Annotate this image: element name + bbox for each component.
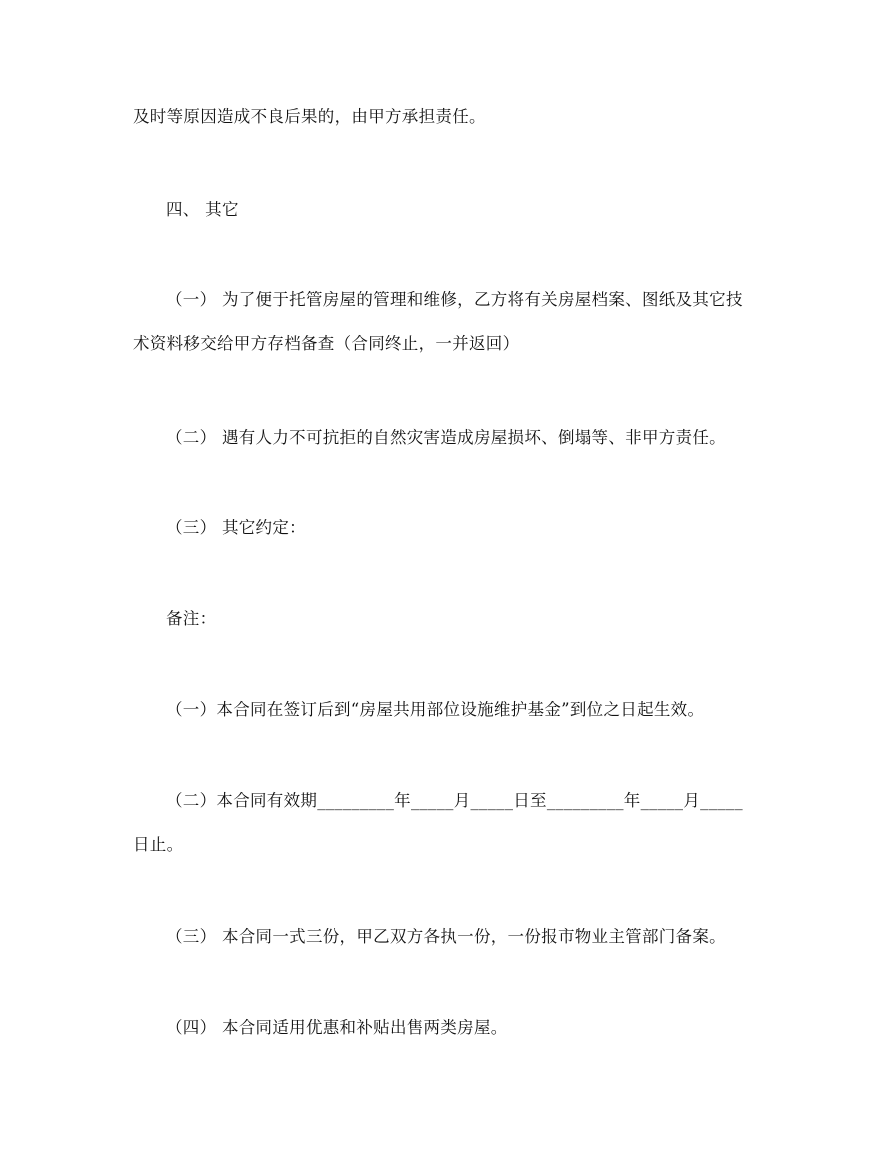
remarks-heading: 备注：	[166, 609, 217, 628]
text-line-liability-end: 及时等原因造成不良后果的，由甲方承担责任。	[133, 107, 486, 126]
clause-1-line-1: （一） 为了便于托管房屋的管理和维修，乙方将有关房屋档案、图纸及其它技	[166, 290, 743, 309]
clause-2: （二） 遇有人力不可抗拒的自然灾害造成房屋损坏、倒塌等、非甲方责任。	[166, 428, 726, 447]
clause-3: （三） 其它约定：	[166, 518, 306, 537]
clause-1-line-2: 术资料移交给甲方存档备查（合同终止，一并返回）	[133, 334, 520, 353]
remark-1: （一）本合同在签订后到“房屋共用部位设施维护基金”到位之日起生效。	[166, 700, 705, 719]
remark-2-line-2: 日止。	[133, 835, 184, 854]
remark-2-line-1: （二）本合同有效期_________年_____月_____日至_________年_____月_____	[166, 791, 743, 810]
remark-4: （四） 本合同适用优惠和补贴出售两类房屋。	[166, 1018, 508, 1037]
remark-3: （三） 本合同一式三份，甲乙双方各执一份，一份报市物业主管部门备案。	[166, 927, 726, 946]
section-heading-other: 四、 其它	[166, 200, 239, 219]
